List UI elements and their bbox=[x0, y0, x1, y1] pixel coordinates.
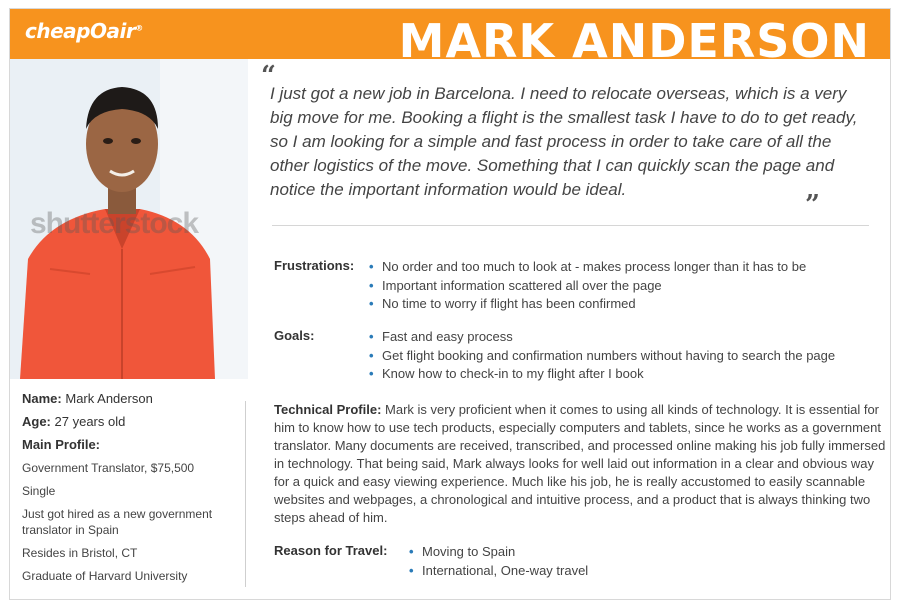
list-item: • Know how to check-in to my flight after I book bbox=[369, 365, 835, 384]
name-row bbox=[22, 391, 237, 406]
logo-registered-mark: ® bbox=[135, 23, 143, 33]
close-quote-icon: ” bbox=[805, 190, 820, 220]
stock-watermark: shutterstock bbox=[30, 207, 199, 240]
name-label: Name: bbox=[22, 391, 62, 406]
travel-section bbox=[274, 543, 874, 580]
cheapoair-logo bbox=[25, 19, 143, 43]
column-divider bbox=[245, 401, 246, 587]
detail-status: Single bbox=[22, 484, 56, 498]
list-item: • Fast and easy process bbox=[369, 328, 835, 347]
frustrations-section bbox=[274, 258, 884, 314]
logo-text: cheapOair bbox=[25, 19, 136, 43]
age-row bbox=[22, 414, 237, 429]
list-item: • Moving to Spain bbox=[409, 543, 588, 562]
detail-new-job: Just got hired as a new government translator in Spain bbox=[22, 507, 213, 537]
age-label: Age: bbox=[22, 414, 51, 429]
technical-profile bbox=[274, 401, 887, 527]
section-divider bbox=[272, 225, 869, 226]
detail-residence: Resides in Bristol, CT bbox=[22, 546, 138, 560]
travel-list bbox=[409, 543, 588, 580]
frustrations-list bbox=[369, 258, 806, 314]
detail-occupation: Government Translator, $75,500 bbox=[22, 461, 195, 475]
persona-quote: I just got a new job in Barcelona. I need to relocate overseas, which is a very big move for me. Booking a flight is the smallest task I have to do to get ready, so I am looking for a simple and fast process in order to take care of all the other logistics of the move. Something that I can quickly scan the page and notice the important information would be ideal. bbox=[270, 84, 858, 199]
list-item: • Important information scattered all over the page bbox=[369, 277, 806, 296]
header-bar bbox=[10, 9, 890, 68]
name-value: Mark Anderson bbox=[65, 391, 153, 406]
goals-label: Goals: bbox=[274, 328, 315, 343]
persona-photo bbox=[10, 59, 248, 379]
goals-list bbox=[369, 328, 835, 384]
technical-text: Mark is very proficient when it comes to using all kinds of technology. It is essential for him to know how to use tech products, especially computers and tablets, since he works as a government translator. Many documents are received, transcribed, and processed online making his job fully immersed in technology. That being said, Mark always looks for well laid out information in a clear and obvious way for a quick and easy viewing experience. Much like his job, he is really accustomed to easily scannable websites and webpages, a chronological and intuitive process, and a product that is always thinking two steps ahead of him. bbox=[274, 402, 886, 525]
main-profile-heading: Main Profile: bbox=[22, 437, 101, 452]
profile-details bbox=[22, 391, 237, 591]
list-item: • International, One-way travel bbox=[409, 562, 588, 581]
detail-education: Graduate of Harvard University bbox=[22, 569, 188, 583]
list-item: • No time to worry if flight has been confirmed bbox=[369, 295, 806, 314]
frustrations-label: Frustrations: bbox=[274, 258, 355, 273]
travel-label: Reason for Travel: bbox=[274, 543, 388, 558]
open-quote-icon: “ bbox=[261, 61, 276, 91]
list-item: • Get flight booking and confirmation numbers without having to search the page bbox=[369, 347, 835, 366]
technical-label: Technical Profile: bbox=[274, 402, 382, 417]
main-profile-label bbox=[22, 437, 237, 452]
persona-card bbox=[9, 8, 891, 600]
age-value: 27 years old bbox=[54, 414, 126, 429]
persona-name-title: MARK ANDERSON bbox=[398, 14, 870, 68]
goals-section bbox=[274, 328, 884, 384]
list-item: • No order and too much to look at - makes process longer than it has to be bbox=[369, 258, 806, 277]
